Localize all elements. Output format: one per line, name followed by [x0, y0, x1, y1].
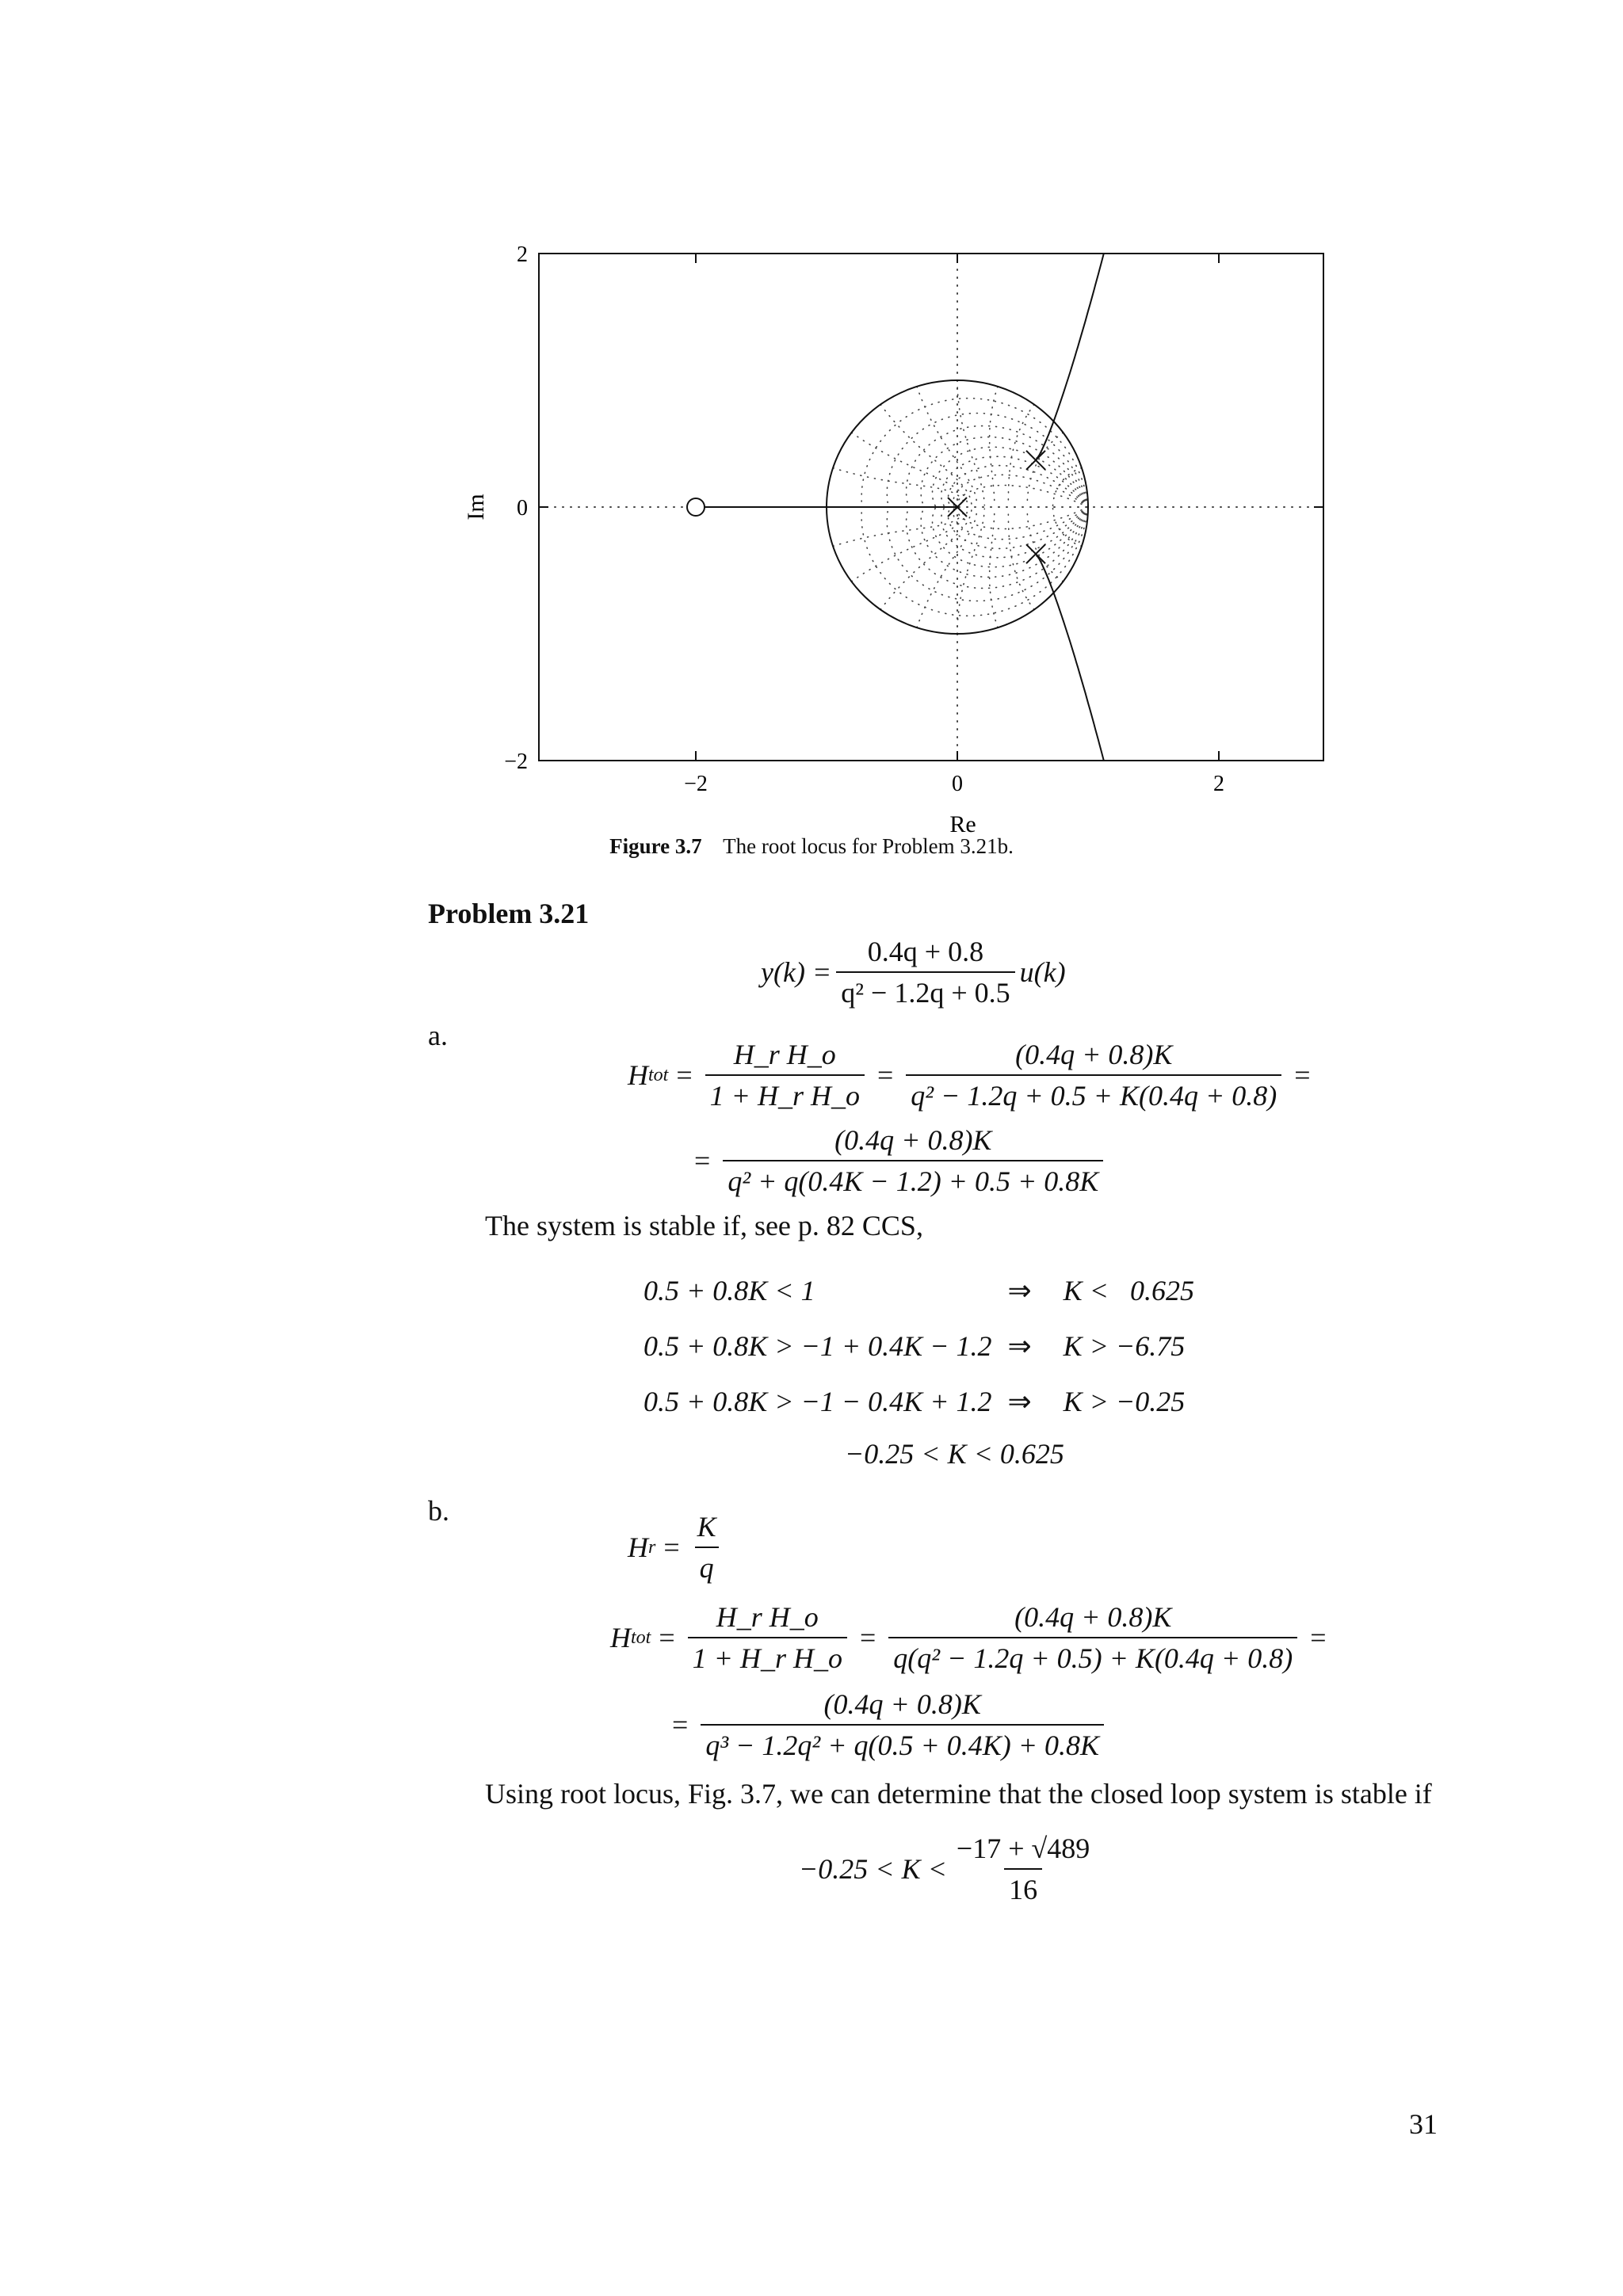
part-b-result [799, 1832, 1099, 1906]
b-denominator-1: q(q² − 1.2q + 0.5) + K(0.4q + 0.8) [888, 1637, 1297, 1675]
zero-marker [687, 498, 705, 516]
hr-sub: r [648, 1536, 656, 1558]
a-numerator-1: (0.4q + 0.8)K [1015, 1039, 1173, 1070]
hrho-numerator-b: H_r H_o [716, 1601, 819, 1633]
eq-sign: = [694, 1145, 711, 1177]
eq-sign: = [676, 1059, 693, 1091]
eq-sign: = [663, 1531, 680, 1563]
figure-caption [0, 834, 1623, 859]
htot-a-line1 [628, 1038, 1319, 1112]
b-numerator-1: (0.4q + 0.8)K [1014, 1601, 1172, 1633]
condition-lhs: 0.5 + 0.8K > −1 − 0.4K + 1.2 [643, 1386, 992, 1417]
zgrid-damping-curve [907, 426, 1089, 508]
implies-arrow: ⇒ [1007, 1330, 1032, 1362]
plant-numerator: 0.4q + 0.8 [867, 936, 984, 967]
eq-sign: = [672, 1709, 689, 1741]
eq-sign: = [1310, 1622, 1327, 1653]
zgrid-damping-curve [941, 456, 1088, 507]
condition-rhs: K < 0.625 [1063, 1275, 1194, 1306]
b-result-lhs: −0.25 < K < [799, 1853, 947, 1885]
part-a-label: a. [428, 1020, 448, 1051]
pole-marker [1026, 544, 1045, 563]
hrho-numerator: H_r H_o [733, 1039, 836, 1070]
zgrid-frequency-curve [852, 433, 968, 506]
hrho-denominator: 1 + H_r H_o [705, 1074, 865, 1112]
zgrid-damping-curve [941, 507, 1088, 558]
controller-equation [628, 1510, 726, 1585]
condition-lhs: 0.5 + 0.8K > −1 + 0.4K − 1.2 [643, 1330, 992, 1362]
y-tick-label: −2 [504, 749, 528, 774]
hr-numerator: K [697, 1511, 716, 1543]
plant-rhs: u(k) [1019, 956, 1066, 988]
zgrid-damping-curve [921, 437, 1088, 507]
implies-arrow: ⇒ [1007, 1275, 1032, 1306]
x-tick-label: −2 [684, 772, 708, 796]
zgrid-damping-curve [933, 447, 1089, 507]
zgrid-frequency-curve [1053, 468, 1082, 506]
page-number: 31 [1409, 2108, 1438, 2140]
zgrid-frequency-curve [1053, 509, 1082, 547]
x-axis-label: Re [949, 811, 976, 837]
root-locus-figure [444, 230, 1347, 848]
condition-lhs: 0.5 + 0.8K < 1 [643, 1275, 815, 1306]
locus-layer [696, 254, 1104, 761]
hr-denominator: q [695, 1547, 719, 1585]
zgrid-damping-curve [953, 475, 1088, 507]
zgrid-damping-curve [933, 507, 1089, 567]
htot-a-sub: tot [648, 1064, 669, 1085]
b-numerator-2: (0.4q + 0.8)K [823, 1688, 981, 1720]
eq-sign: = [659, 1622, 675, 1653]
stability-text: The system is stable if, see p. 82 CCS, [485, 1210, 923, 1241]
eq-sign: = [876, 1059, 894, 1091]
plant-equation [761, 935, 1066, 1009]
root-locus-text: Using root locus, Fig. 3.7, we can determine that the closed loop system is stable if [485, 1778, 1432, 1810]
zgrid-frequency-curve [917, 509, 977, 627]
zgrid-frequency-curve [833, 508, 965, 546]
root-locus-plot [444, 230, 1347, 848]
htot-a-line2 [686, 1123, 1108, 1198]
plant-lhs: y(k) = [761, 956, 832, 988]
zgrid-frequency-curve [917, 387, 977, 505]
a-denominator-1: q² − 1.2q + 0.5 + K(0.4q + 0.8) [906, 1074, 1281, 1112]
b-denominator-2: q³ − 1.2q² + q(0.5 + 0.4K) + 0.8K [701, 1724, 1104, 1762]
pole-marker [1026, 451, 1045, 470]
problem-heading: Problem 3.21 [428, 898, 590, 929]
zgrid-damping-curve [953, 507, 1088, 540]
x-tick-label: 0 [952, 772, 963, 796]
zgrid-damping-curve [948, 466, 1088, 507]
eq-sign: = [859, 1622, 876, 1653]
zgrid-damping-curve [957, 507, 1088, 529]
y-tick-label: 0 [517, 496, 528, 521]
a-denominator-2: q² + q(0.4K − 1.2) + 0.5 + 0.8K [723, 1160, 1103, 1198]
zgrid-frequency-curve [990, 509, 998, 628]
htot-b-line2 [664, 1688, 1109, 1762]
b-result-numerator: −17 + √489 [956, 1833, 1090, 1864]
zgrid-damping-curve [948, 507, 1088, 548]
zgrid-frequency-curve [833, 468, 965, 506]
htot-b-sub: tot [631, 1627, 651, 1648]
plant-denominator: q² − 1.2q + 0.5 [836, 971, 1014, 1009]
zgrid-frequency-curve [852, 509, 968, 582]
zgrid-frequency-curve [990, 387, 998, 505]
condition-row [643, 1318, 1210, 1374]
condition-row [643, 1263, 1210, 1318]
htot-a-symbol: H [628, 1059, 648, 1091]
x-tick-label: 2 [1213, 772, 1224, 796]
a-numerator-2: (0.4q + 0.8)K [834, 1124, 992, 1156]
htot-b-symbol: H [610, 1622, 631, 1653]
tick-layer [504, 242, 1323, 796]
implies-arrow: ⇒ [1007, 1386, 1032, 1417]
eq-sign: = [1294, 1059, 1311, 1091]
condition-rhs: K > −6.75 [1063, 1330, 1186, 1362]
zgrid-damping-curve [861, 399, 1088, 507]
b-result-denominator: 16 [1004, 1868, 1042, 1906]
hrho-denominator-b: 1 + H_r H_o [688, 1637, 847, 1675]
zgrid-damping-curve [957, 486, 1088, 508]
figure-caption-text: The root locus for Problem 3.21b. [723, 834, 1014, 858]
condition-row [643, 1374, 1210, 1429]
zgrid-damping-curve [861, 507, 1088, 616]
locus-complex-branch [1036, 554, 1104, 761]
condition-rhs: K > −0.25 [1063, 1386, 1186, 1417]
y-axis-label: Im [463, 494, 489, 521]
locus-complex-branch [1036, 254, 1104, 460]
htot-b-line1 [610, 1600, 1335, 1675]
part-b-label: b. [428, 1495, 449, 1527]
stability-conditions [643, 1263, 1210, 1429]
y-tick-label: 2 [517, 242, 528, 267]
part-a-result: −0.25 < K < 0.625 [845, 1438, 1064, 1470]
hr-symbol: H [628, 1531, 648, 1563]
zgrid-damping-curve [921, 507, 1088, 577]
zgrid-damping-curve [907, 507, 1089, 589]
figure-caption-label: Figure 3.7 [609, 834, 702, 858]
